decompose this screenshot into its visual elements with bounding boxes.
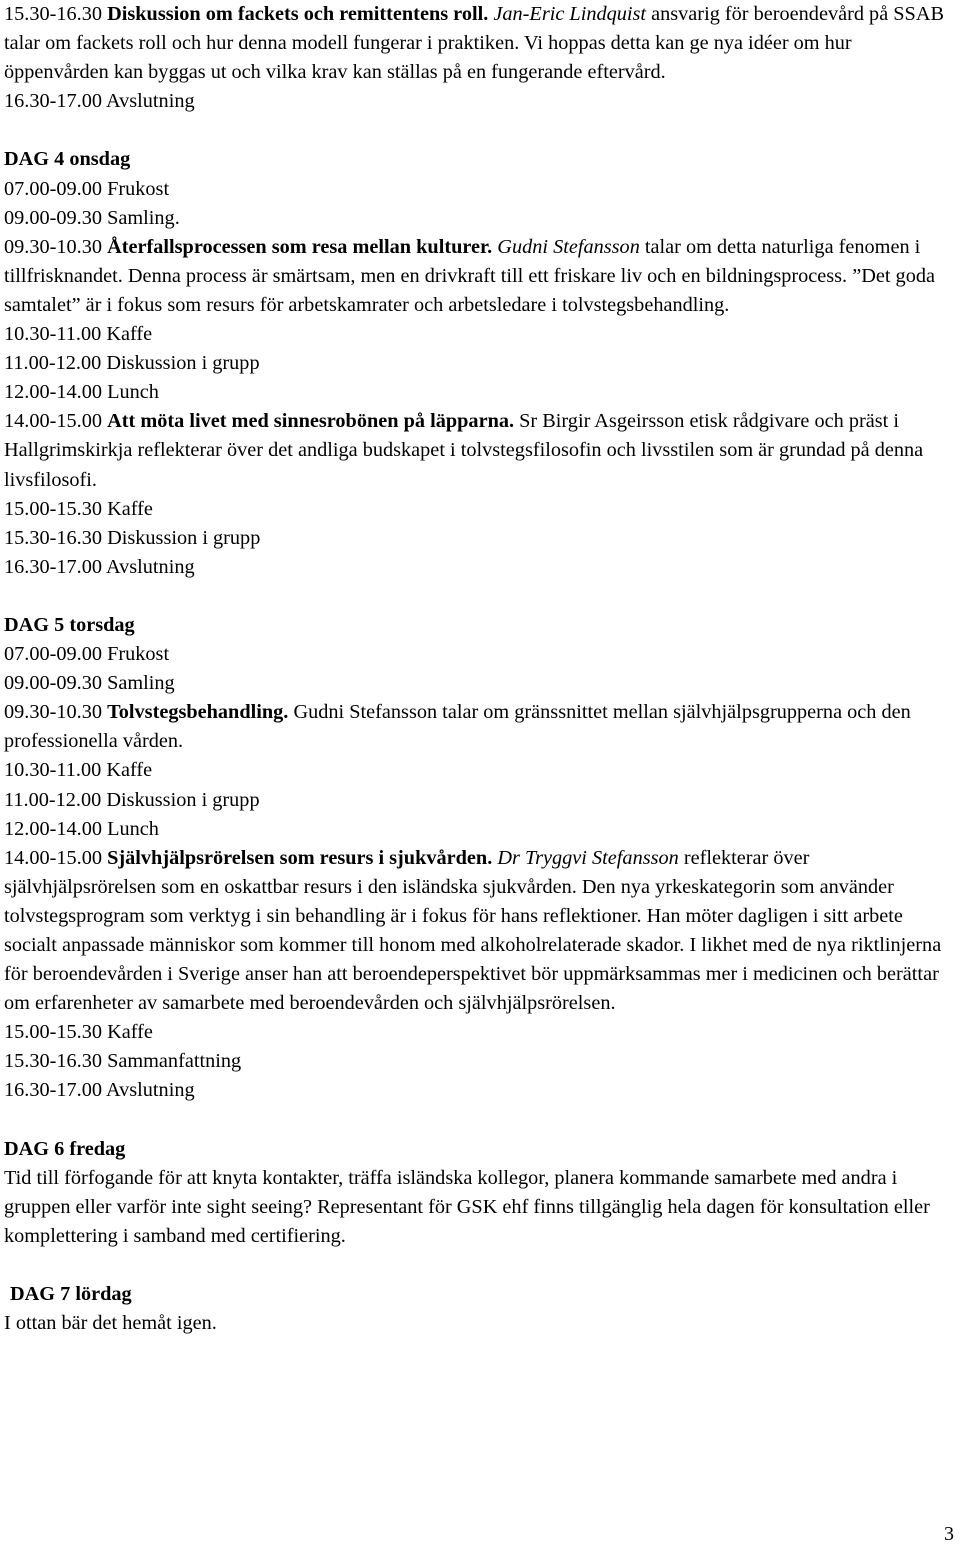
- paragraph: [4, 1047, 956, 1076]
- text-run: talar om detta naturliga fenomen i tillfrisknandet. Denna process är smärtsam, men en drivkraft till ett friskare liv och en bildningsprocess. ”Det goda samtalet” är i fokus som resurs för arbetskamrater och arbetsledare i tolvstegsbehandling.: [4, 235, 935, 316]
- bold-text: Återfallsprocessen som resa mellan kulturer.: [107, 235, 493, 258]
- text-run: 11.00-12.00 Diskussion i grupp: [4, 788, 260, 811]
- paragraph: [4, 786, 956, 815]
- paragraph: [4, 349, 956, 378]
- italic-text: Dr Tryggvi Stefansson: [497, 846, 679, 869]
- text-run: 10.30-11.00 Kaffe: [4, 323, 153, 346]
- paragraph: [4, 378, 956, 407]
- text-run: Gudni Stefansson talar om gränssnittet mellan självhjälpsgrupperna och den professionella vården.: [4, 701, 911, 753]
- italic-text: Jan-Eric Lindquist: [493, 3, 647, 25]
- bold-text: DAG 6 fredag: [4, 1137, 126, 1160]
- text-run: 16.30-17.00 Avslutning: [4, 90, 195, 113]
- paragraph-spacer: [4, 1106, 956, 1135]
- text-run: 12.00-14.00 Lunch: [4, 381, 159, 404]
- text-run: reflekterar över självhjälpsrörelsen som en oskattbar resurs i den isländska sjukvården. Den nya yrkeskategorin som använder tolvstegsprogram som verktyg i sin behandling är i fokus för hans reflektioner. Han möter dagligen i sitt arbete socialt anpassade människor som kommer till honom med alkoholrelaterade skador. I likhet med de nya riktlinjerna för beroendevården i Sverige anser han att beroendeperspektivet bör uppmärksammas mer i medicinen och berättar om erfarenheter av samarbete med beroendevården och självhjälpsrörelsen.: [4, 846, 942, 1015]
- paragraph: [4, 1280, 956, 1309]
- paragraph: [4, 0, 956, 87]
- paragraph: [4, 611, 956, 640]
- paragraph: [4, 320, 956, 349]
- paragraph: [4, 669, 956, 698]
- paragraph: [4, 495, 956, 524]
- paragraph: [4, 1135, 956, 1164]
- text-run: 14.00-15.00: [4, 846, 108, 869]
- italic-text: Gudni Stefansson: [497, 235, 640, 258]
- paragraph: [4, 553, 956, 582]
- text-run: I ottan bär det hemåt igen.: [4, 1312, 217, 1335]
- text-run: Sr Birgir Asgeirsson etisk rådgivare och präst i Hallgrimskirkja reflekterar över det andliga budskapet i tolvstegsfilosofin och livsstilen som är grundad på denna livsfilosofi.: [4, 410, 924, 491]
- paragraph: [4, 756, 956, 785]
- text-run: 15.30-16.30: [4, 3, 108, 25]
- text-run: 09.00-09.30 Samling: [4, 672, 175, 695]
- paragraph-spacer: [4, 116, 956, 145]
- paragraph-spacer: [4, 582, 956, 611]
- bold-text: DAG 7 lördag: [10, 1283, 132, 1306]
- text-run: ansvarig för beroendevård på SSAB talar om fackets roll och hur denna modell fungerar i praktiken. Vi hoppas detta kan ge nya idéer om hur öppenvården kan byggas ut och vilka krav kan ställas på en fungerande eftervård.: [4, 3, 945, 84]
- paragraph: [4, 175, 956, 204]
- paragraph: [4, 1309, 956, 1338]
- text-run: 15.30-16.30 Diskussion i grupp: [4, 526, 261, 549]
- bold-text: Tolvstegsbehandling.: [107, 701, 289, 724]
- text-run: 07.00-09.00 Frukost: [4, 643, 170, 666]
- text-run: 09.30-10.30: [4, 701, 108, 724]
- paragraph: [4, 204, 956, 233]
- paragraph: [4, 145, 956, 174]
- text-run: 10.30-11.00 Kaffe: [4, 759, 153, 782]
- text-run: 16.30-17.00 Avslutning: [4, 555, 195, 578]
- paragraph: [4, 524, 956, 553]
- text-run: 09.00-09.30 Samling.: [4, 206, 180, 229]
- paragraph: [4, 233, 956, 320]
- paragraph: [4, 698, 956, 756]
- document-body: [4, 0, 956, 1338]
- text-run: 12.00-14.00 Lunch: [4, 817, 159, 840]
- text-run: 16.30-17.00 Avslutning: [4, 1079, 195, 1102]
- text-run: Tid till förfogande för att knyta kontakter, träffa isländska kollegor, planera kommande samarbete med andra i gruppen eller varför inte sight seeing? Representant för GSK ehf finns tillgänglig hela dagen för konsultation eller komplettering i samband med certifiering.: [4, 1166, 930, 1247]
- bold-text: DAG 5 torsdag: [4, 613, 135, 636]
- paragraph: [4, 1164, 956, 1251]
- paragraph: [4, 407, 956, 494]
- page-number: 3: [944, 1523, 954, 1545]
- paragraph: [4, 815, 956, 844]
- bold-text: DAG 4 onsdag: [4, 148, 131, 171]
- paragraph: [4, 844, 956, 1019]
- bold-text: Att möta livet med sinnesrobönen på läpparna.: [107, 410, 515, 433]
- text-run: 07.00-09.00 Frukost: [4, 177, 170, 200]
- text-run: 15.00-15.30 Kaffe: [4, 497, 153, 520]
- text-run: 15.30-16.30 Sammanfattning: [4, 1050, 242, 1073]
- paragraph: [4, 1018, 956, 1047]
- paragraph: [4, 87, 956, 116]
- text-run: 11.00-12.00 Diskussion i grupp: [4, 352, 260, 375]
- text-run: 14.00-15.00: [4, 410, 108, 433]
- text-run: 15.00-15.30 Kaffe: [4, 1021, 153, 1044]
- paragraph-spacer: [4, 1251, 956, 1280]
- bold-text: Diskussion om fackets och remittentens roll.: [107, 3, 489, 25]
- paragraph: [4, 1076, 956, 1105]
- bold-text: Självhjälpsrörelsen som resurs i sjukvården.: [107, 846, 493, 869]
- paragraph: [4, 640, 956, 669]
- text-run: 09.30-10.30: [4, 235, 108, 258]
